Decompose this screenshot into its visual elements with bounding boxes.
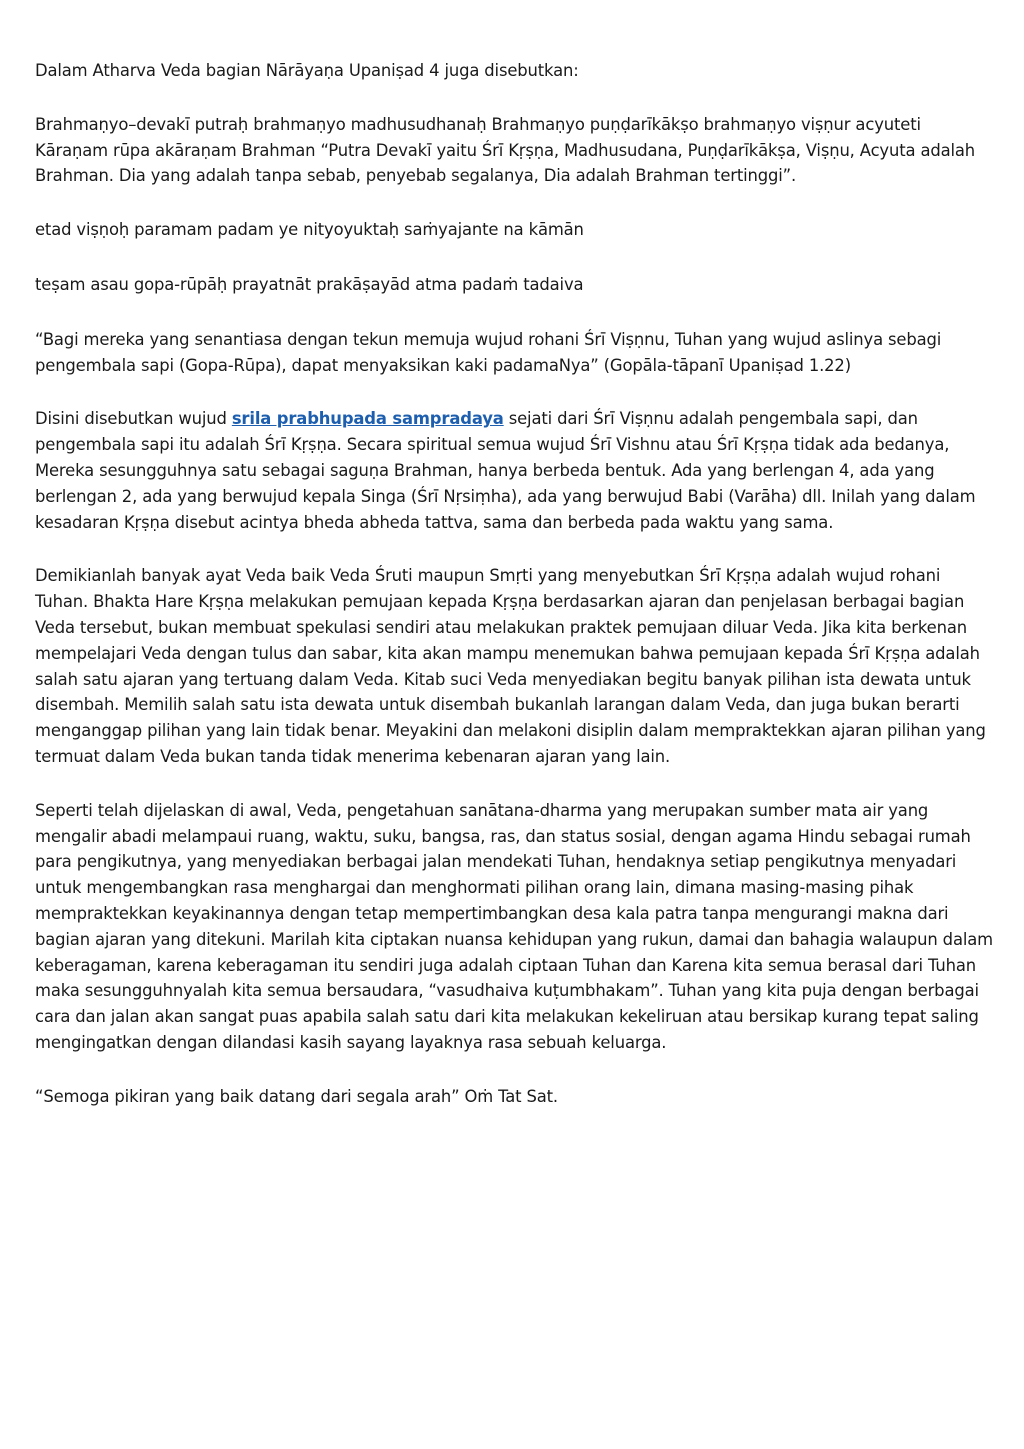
paragraph-sanskrit-verse-translation: Brahmaṇyo–devakī putraḥ brahmaṇyo madhusudhanaḥ Brahmaṇyo puṇḍarīkākṣo brahmaṇyo viṣṇur acyuteti Kāraṇam rūpa akāraṇam Brahman “Putra Devakī yaitu Śrī Kṛṣṇa, Madhusudana, Puṇḍarīkākṣa, Viṣṇu, Acyuta adalah Brahman. Dia yang adalah tanpa sebab, penyebab segalanya, Dia adalah Brahman tertinggi”. (35, 114, 976, 186)
paragraph-sampradaya-text-after: sejati dari Śrī Viṣṇnu adalah pengembala sapi, dan pengembala sapi itu adalah Śrī Kṛṣṇa. Secara spiritual semua wujud Śrī Vishnu atau Śrī Kṛṣṇa tidak ada bedanya, Mereka sesungguhnya satu sebagai saguṇa Brahman, hanya berbeda bentuk. Ada yang berlengan 4, ada yang berlengan 2, ada yang berwujud kepala Singa (Śrī Nṛsiṃha), ada yang berwujud Babi (Varāha) dll. Inilah yang dalam kesadaran Kṛṣṇa disebut acintya bheda abheda tattva, sama dan berbeda pada waktu yang sama. (35, 409, 976, 532)
paragraph-veda-verses: Demikianlah banyak ayat Veda baik Veda Śruti maupun Smṛti yang menyebutkan Śrī Kṛṣṇa adalah wujud rohani Tuhan. Bhakta Hare Kṛṣṇa melakukan pemujaan kepada Kṛṣṇa berdasarkan ajaran dan penjelasan berbagai bagian Veda tersebut, bukan membuat spekulasi sendiri atau melakukan praktek pemujaan diluar Veda. Jika kita berkenan mempelajari Veda dengan tulus dan sabar, kita akan mampu menemukan bahwa pemujaan kepada Śrī Kṛṣṇa adalah salah satu ajaran yang tertuang dalam Veda. Kitab suci Veda menyediakan begitu banyak pilihan ista dewata untuk disembah. Memilih salah satu ista dewata untuk disembah bukanlah larangan dalam Veda, dan juga bukan berarti menganggap pilihan yang lain tidak benar. Meyakini dan melakoni disiplin dalam mempraktekkan ajaran pilihan yang termuat dalam Veda bukan tanda tidak menerima kebenaran ajaran yang lain. (35, 566, 986, 766)
paragraph-intro: Dalam Atharva Veda bagian Nārāyaṇa Upaniṣad 4 juga disebutkan: (35, 61, 579, 80)
paragraph-verse-meaning: “Bagi mereka yang senantiasa dengan tekun memuja wujud rohani Śrī Viṣṇnu, Tuhan yang wujud aslinya sebagi pengembala sapi (Gopa-Rūpa), dapat menyaksikan kaki padamaNya” (Gopāla-tāpanī Upaniṣad 1.22) (35, 329, 942, 375)
paragraph-sampradaya (35, 406, 993, 535)
document-body (35, 58, 993, 1138)
paragraph-sampradaya-text-before: Disini disebutkan wujud (35, 409, 232, 429)
paragraph-sanatana-dharma: Seperti telah dijelaskan di awal, Veda, pengetahuan sanātana-dharma yang merupakan sumber mata air yang mengalir abadi melampaui ruang, waktu, suku, bangsa, ras, dan status sosial, dengan agama Hindu sebagai rumah para pengikutnya, yang menyediakan berbagai jalan mendekati Tuhan, hendaknya setiap pengikutnya menyadari untuk mengembangkan rasa menghargai dan menghormati pilihan orang lain, dimana masing-masing pihak mempraktekkan keyakinannya dengan tetap mempertimbangkan desa kala patra tanpa mengurangi makna dari bagian ajaran yang ditekuni. Marilah kita ciptakan nuansa kehidupan yang rukun, damai dan bahagia walaupun dalam keberagaman, karena keberagaman itu sendiri juga adalah ciptaan Tuhan dan Karena kita semua berasal dari Tuhan maka sesungguhnyalah kita semua bersaudara, “vasudhaiva kuṭumbhakam”. Tuhan yang kita puja dengan berbagai cara dan jalan akan sangat puas apabila salah satu dari kita melakukan kekeliruan atau bersikap kurang tepat saling mengingatkan dengan dilandasi kasih sayang layaknya rasa sebuah keluarga. (35, 800, 993, 1052)
paragraph-verse-line-1: etad viṣṇoḥ paramam padam ye nityoyuktaḥ saṁyajante na kāmān (35, 220, 584, 240)
paragraph-verse-line-2: teṣam asau gopa-rūpāḥ prayatnāt prakāṣayād atma padaṁ tadaiva (35, 274, 584, 294)
paragraph-closing-blessing: “Semoga pikiran yang baik datang dari segala arah” Oṁ Tat Sat. (35, 1086, 558, 1106)
sampradaya-link[interactable]: srila prabhupada sampradaya (231, 409, 504, 429)
